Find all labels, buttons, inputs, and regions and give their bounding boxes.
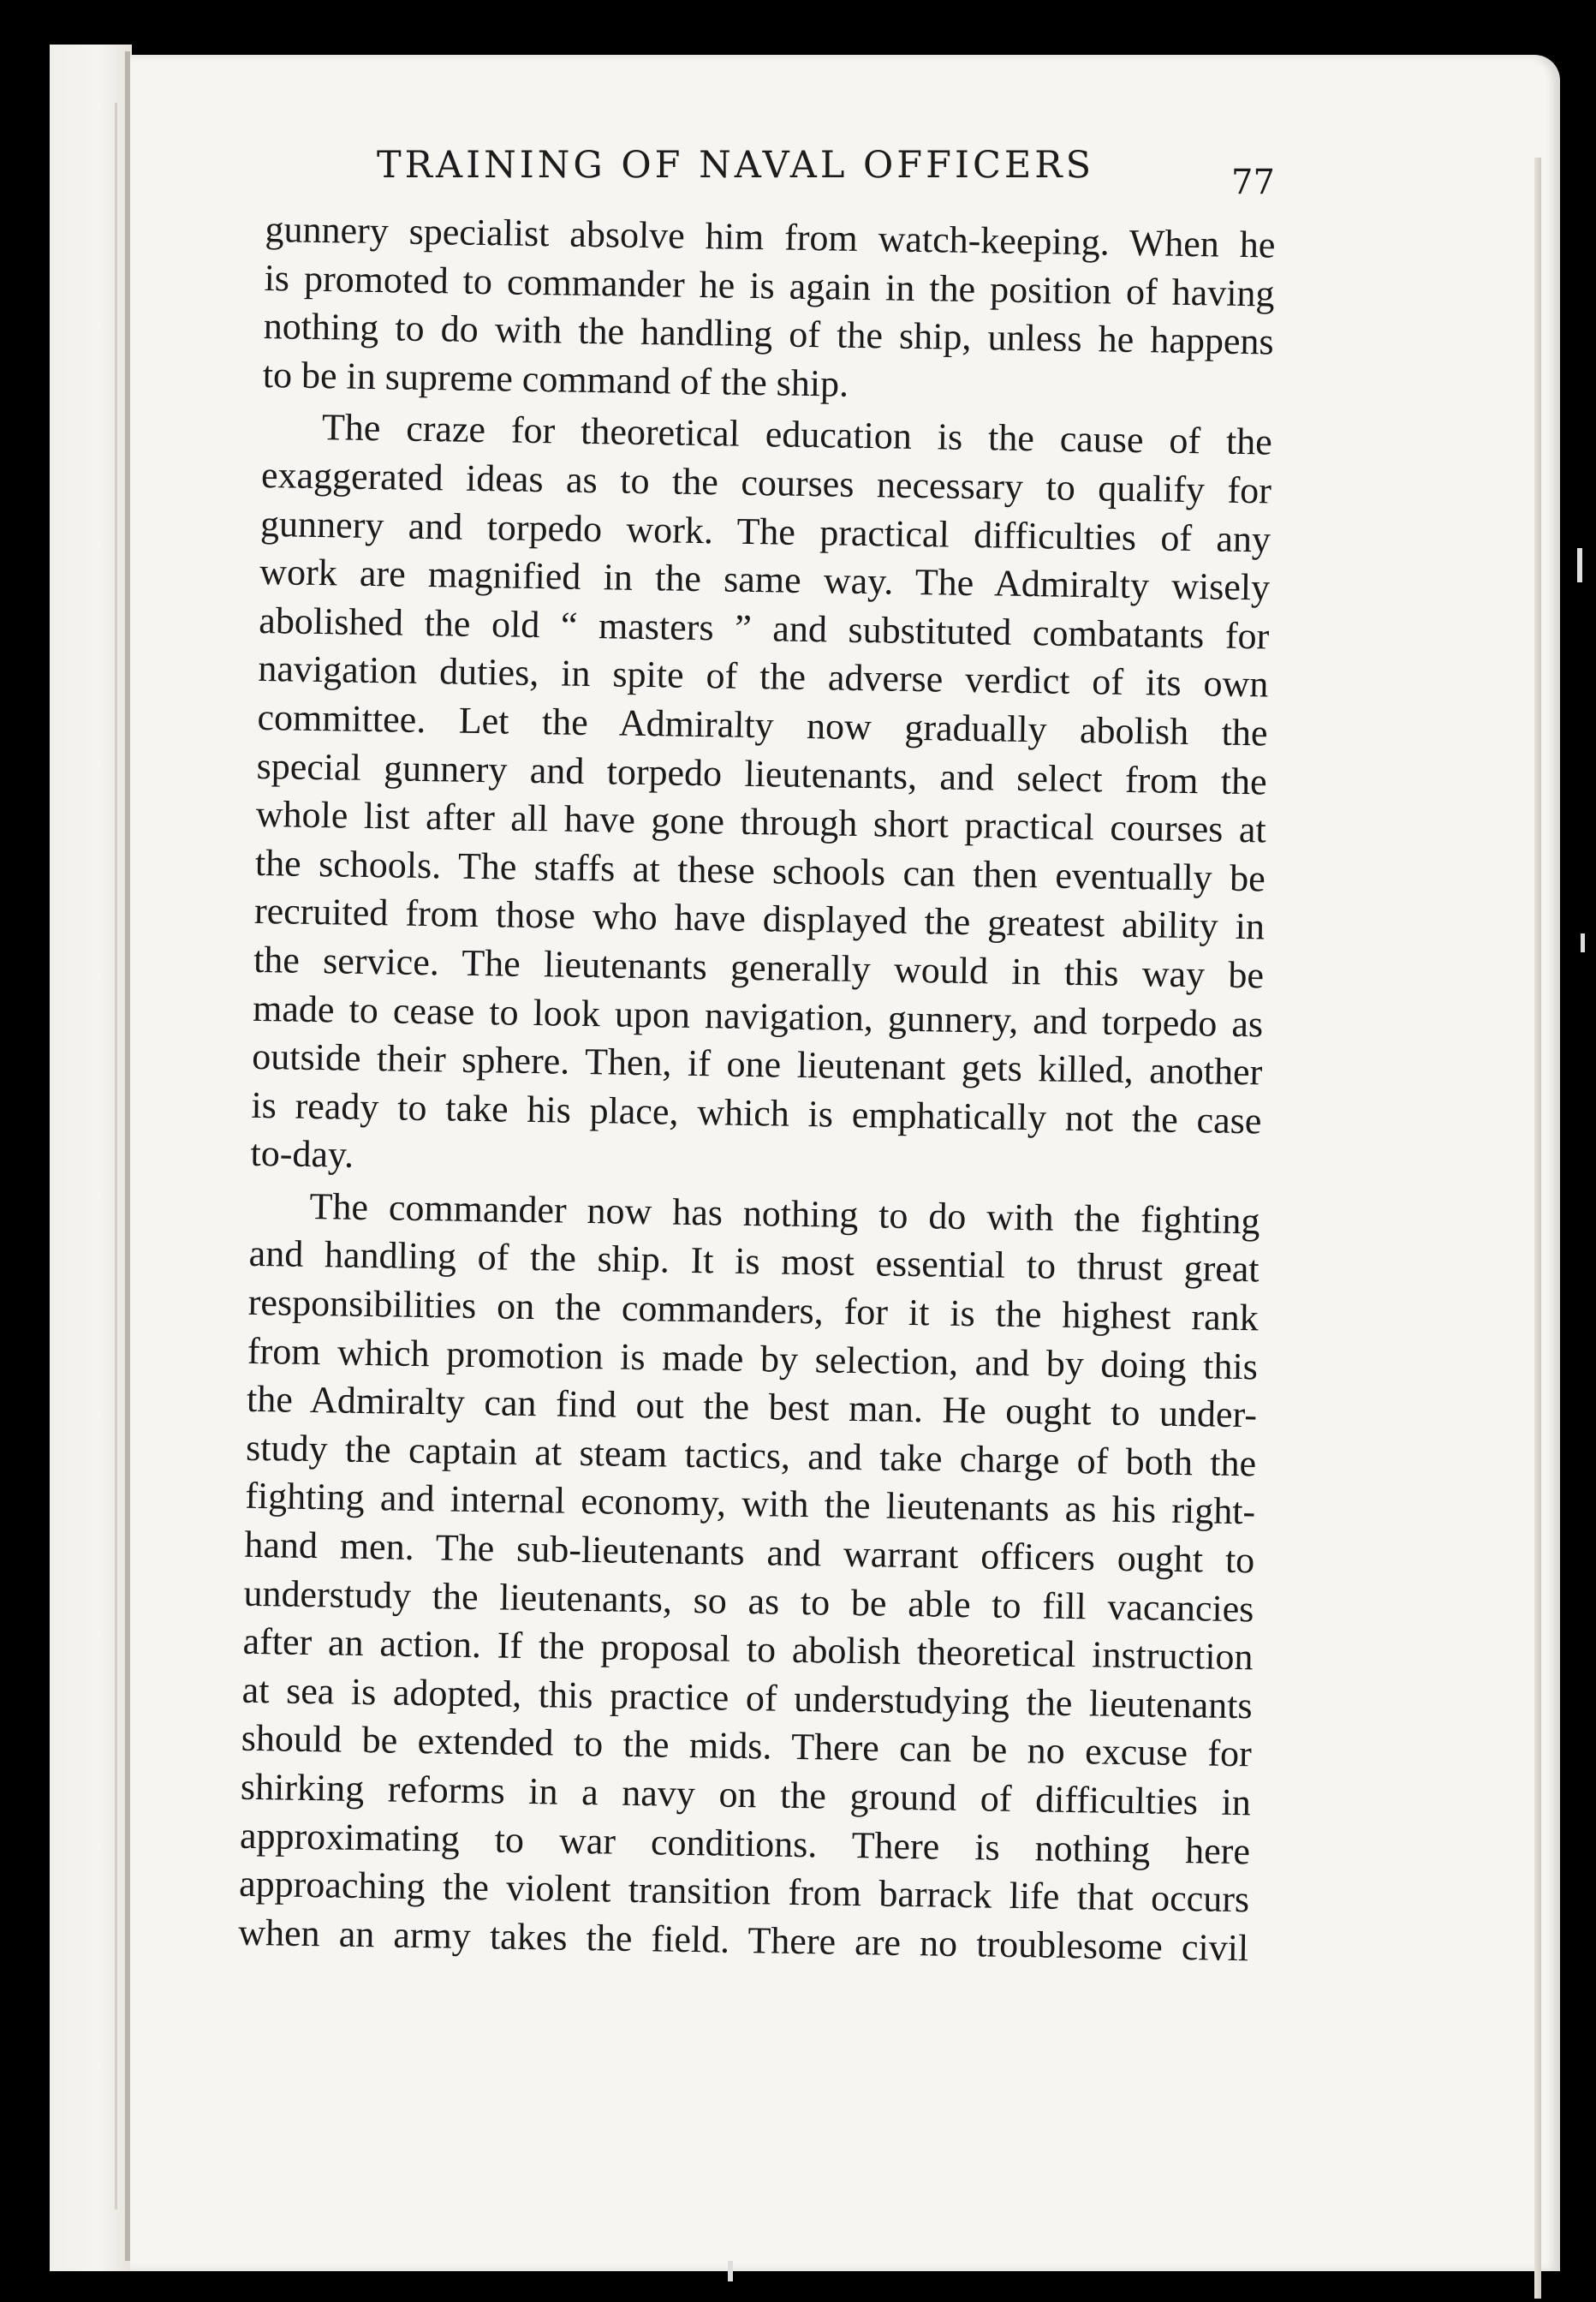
- text-line: The commander now has nothing to do with the fighting: [309, 1184, 1260, 1243]
- text-line: when an army takes the field. There are no troublesome civil: [237, 1911, 1249, 1970]
- page-right-edge: [1534, 158, 1541, 2299]
- gutter-shadow: [115, 103, 117, 2210]
- paragraph-2: [250, 403, 1272, 1194]
- text-line: hand men. The sub-lieutenants and warrant officers ought to: [244, 1523, 1255, 1582]
- text-line: whole list after all have gone through short practical courses at: [255, 793, 1267, 851]
- text-line: committee. Let the Admiralty now gradually abolish the: [257, 695, 1268, 754]
- text-line: fighting and internal economy, with the lieutenants as his right-: [244, 1475, 1256, 1533]
- facing-page-edge: [50, 45, 132, 2271]
- text-line: understudy the lieutenants, so as to be able to fill vacancies: [243, 1571, 1254, 1630]
- scan-artifact: [1577, 548, 1582, 582]
- text-line: and handling of the ship. It is most essential to thrust great: [248, 1232, 1260, 1291]
- text-line: is promoted to commander he is again in the position of having: [264, 256, 1275, 315]
- text-line: responsibilities on the commanders, for it is the highest rank: [247, 1280, 1260, 1339]
- text-line: after an action. If the proposal to abolish theoretical instruction: [242, 1620, 1254, 1679]
- text-line: should be extended to the mids. There can be no excuse for: [241, 1717, 1253, 1775]
- text-line: to-day.: [250, 1132, 354, 1177]
- text-line: nothing to do with the handling of the ship, unless he happens: [263, 305, 1275, 363]
- text-line: study the captain at steam tactics, and take charge of both the: [245, 1426, 1257, 1485]
- text-line: is ready to take his place, which is emphatically not the case: [251, 1083, 1262, 1142]
- text-line: work are magnified in the same way. The Admiralty wisely: [259, 551, 1271, 609]
- text-line: the Admiralty can find out the best man. He ought to under-: [246, 1378, 1258, 1436]
- text-line: outside their sphere. Then, if one lieutenant gets killed, another: [252, 1035, 1263, 1094]
- paragraph-1: [262, 206, 1275, 415]
- text-line: gunnery and torpedo work. The practical difficulties of any: [259, 502, 1271, 561]
- text-line: special gunnery and torpedo lieutenants, and select from the: [256, 744, 1267, 802]
- text-line: made to cease to look upon navigation, gunnery, and torpedo as: [252, 987, 1264, 1045]
- scan-artifact: [1581, 933, 1585, 952]
- text-line: approaching the violent transition from barrack life that occurs: [238, 1862, 1250, 1921]
- text-line: recruited from those who have displayed the greatest ability in: [253, 890, 1265, 948]
- text-line: the schools. The staffs at these schools can then eventually be: [254, 841, 1266, 900]
- running-head: TRAINING OF NAVAL OFFICERS: [377, 144, 1095, 187]
- page-number: 77: [1231, 163, 1275, 202]
- body-text: [238, 206, 1276, 1973]
- text-line: exaggerated ideas as to the courses necessary to qualify for: [260, 453, 1272, 512]
- text-line: from which promotion is made by selection, and by doing this: [247, 1329, 1259, 1388]
- text-line: navigation duties, in spite of the adverse verdict of its own: [258, 647, 1269, 706]
- text-line: gunnery specialist absolve him from watch-keeping. When he: [265, 207, 1276, 266]
- text-line: The craze for theoretical education is the cause of the: [321, 406, 1273, 463]
- text-line: abolished the old “ masters ” and substituted combatants for: [259, 599, 1270, 658]
- text-line: at sea is adopted, this practice of understudying the lieutenants: [241, 1668, 1254, 1727]
- text-line: shirking reforms in a navy on the ground of difficulties in: [240, 1765, 1252, 1824]
- text-line: to be in supreme command of the ship.: [262, 353, 849, 405]
- text-line: the service. The lieutenants generally would in this way be: [253, 938, 1265, 997]
- paragraph-3: [238, 1182, 1260, 1973]
- text-line: approximating to war conditions. There is nothing here: [239, 1814, 1251, 1872]
- scan-artifact: [728, 2261, 733, 2281]
